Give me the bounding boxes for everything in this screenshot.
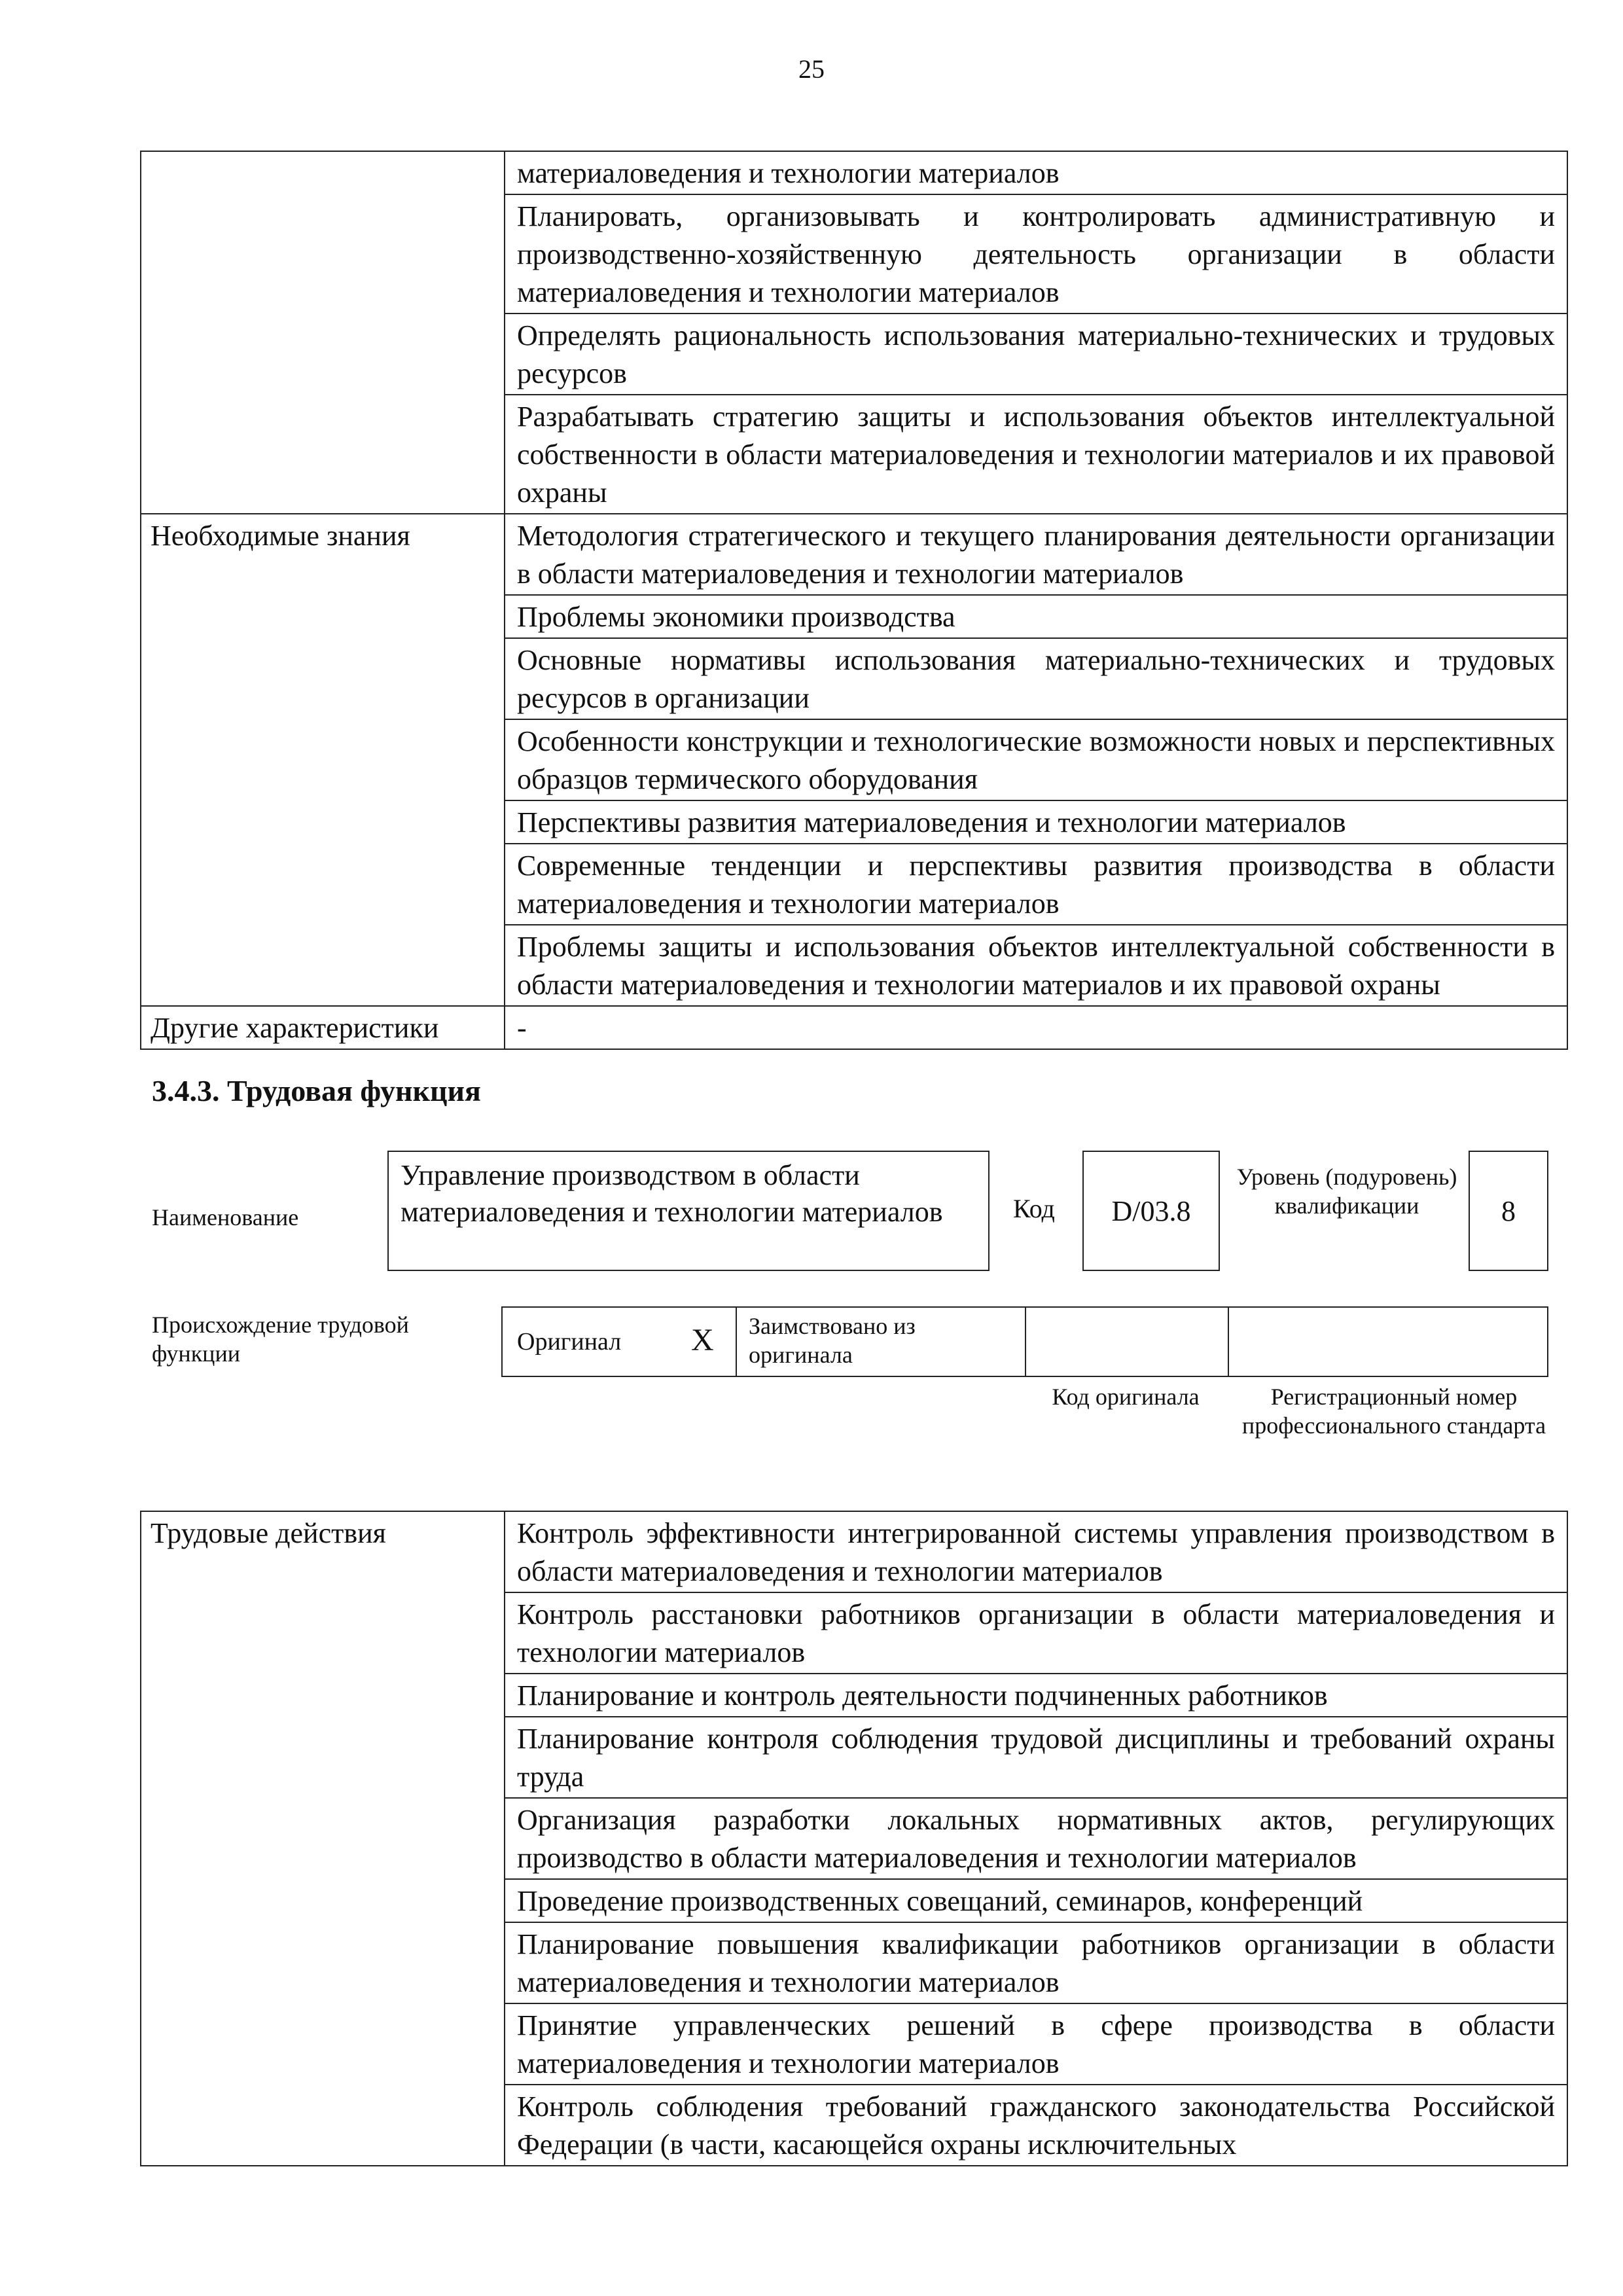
table-row: [141, 1006, 1567, 1049]
row-value: Контроль расстановки работников организации в области материаловедения и технологии материалов: [505, 1592, 1567, 1674]
row-label: [141, 151, 505, 514]
row-value: Методология стратегического и текущего планирования деятельности организации в области материаловедения и технологии материалов: [505, 514, 1567, 595]
section-heading: 3.4.3. Трудовая функция: [152, 1074, 481, 1107]
row-value: Планирование повышения квалификации работников организации в области материаловедения и технологии материалов: [505, 1922, 1567, 2003]
reg-number-caption: Регистрационный номер профессионального стандарта: [1241, 1384, 1546, 1439]
row-value: Организация разработки локальных нормативных актов, регулирующих производство в области материаловедения и технологии материалов: [505, 1798, 1567, 1879]
row-value: Разрабатывать стратегию защиты и использования объектов интеллектуальной собственности в области материаловедения и технологии материалов и их правовой охраны: [505, 395, 1567, 514]
row-value: материаловедения и технологии материалов: [505, 151, 1567, 194]
row-value: Определять рациональность использования материально-технических и трудовых ресурсов: [505, 314, 1567, 395]
level-box: [1469, 1151, 1548, 1271]
name-label: Наименование: [152, 1204, 299, 1230]
labor-actions-table: [140, 1511, 1568, 2166]
function-name-box: [387, 1151, 990, 1271]
origin-label: Происхождение трудовой функции: [152, 1312, 409, 1367]
table-row: [141, 151, 1567, 194]
row-label: Трудовые действия: [141, 1511, 505, 2166]
function-name-value: Управление производством в области материаловедения и технологии материалов: [401, 1159, 943, 1228]
skills-knowledge-table: [140, 151, 1568, 1050]
borrowed-cell: [737, 1308, 1026, 1376]
code-box: [1082, 1151, 1220, 1271]
row-value: Особенности конструкции и технологические возможности новых и перспективных образцов термического оборудования: [505, 719, 1567, 800]
code-original-caption: Код оригинала: [1052, 1384, 1200, 1410]
row-value: -: [505, 1006, 1567, 1049]
reg-number-cell: [1229, 1308, 1547, 1376]
table-row: [141, 1511, 1567, 1592]
page-number: 25: [798, 54, 825, 84]
row-value: Проведение производственных совещаний, семинаров, конференций: [505, 1879, 1567, 1922]
code-value: D/03.8: [1111, 1194, 1191, 1227]
level-label: Уровень (подуровень) квалификации: [1236, 1164, 1457, 1219]
row-value: Контроль соблюдения требований гражданского законодательства Российской Федерации (в части, касающейся охраны исключительных: [505, 2085, 1567, 2166]
level-value: 8: [1501, 1194, 1516, 1227]
row-label: Другие характеристики: [141, 1006, 505, 1049]
row-value: Перспективы развития материаловедения и технологии материалов: [505, 800, 1567, 844]
row-value: Планировать, организовывать и контролировать административную и производственно-хозяйственную деятельность организации в области материаловедения и технологии материалов: [505, 194, 1567, 314]
table-row: [141, 514, 1567, 595]
row-value: Планирование и контроль деятельности подчиненных работников: [505, 1674, 1567, 1717]
row-value: Принятие управленческих решений в сфере производства в области материаловедения и технологии материалов: [505, 2003, 1567, 2085]
row-value: Современные тенденции и перспективы развития производства в области материаловедения и технологии материалов: [505, 844, 1567, 925]
borrowed-label: Заимствовано из оригинала: [749, 1313, 916, 1368]
code-original-cell: [1026, 1308, 1229, 1376]
row-label: Необходимые знания: [141, 514, 505, 1006]
original-mark: X: [691, 1323, 714, 1357]
code-label: Код: [1013, 1194, 1055, 1223]
row-value: Планирование контроля соблюдения трудовой дисциплины и требований охраны труда: [505, 1717, 1567, 1798]
row-value: Проблемы экономики производства: [505, 595, 1567, 638]
row-value: Основные нормативы использования материально-технических и трудовых ресурсов в организации: [505, 638, 1567, 719]
origin-row: [501, 1306, 1548, 1377]
row-value: Проблемы защиты и использования объектов интеллектуальной собственности в области материаловедения и технологии материалов и их правовой охраны: [505, 925, 1567, 1006]
row-value: Контроль эффективности интегрированной системы управления производством в области материаловедения и технологии материалов: [505, 1511, 1567, 1592]
original-label: Оригинал: [517, 1328, 622, 1355]
